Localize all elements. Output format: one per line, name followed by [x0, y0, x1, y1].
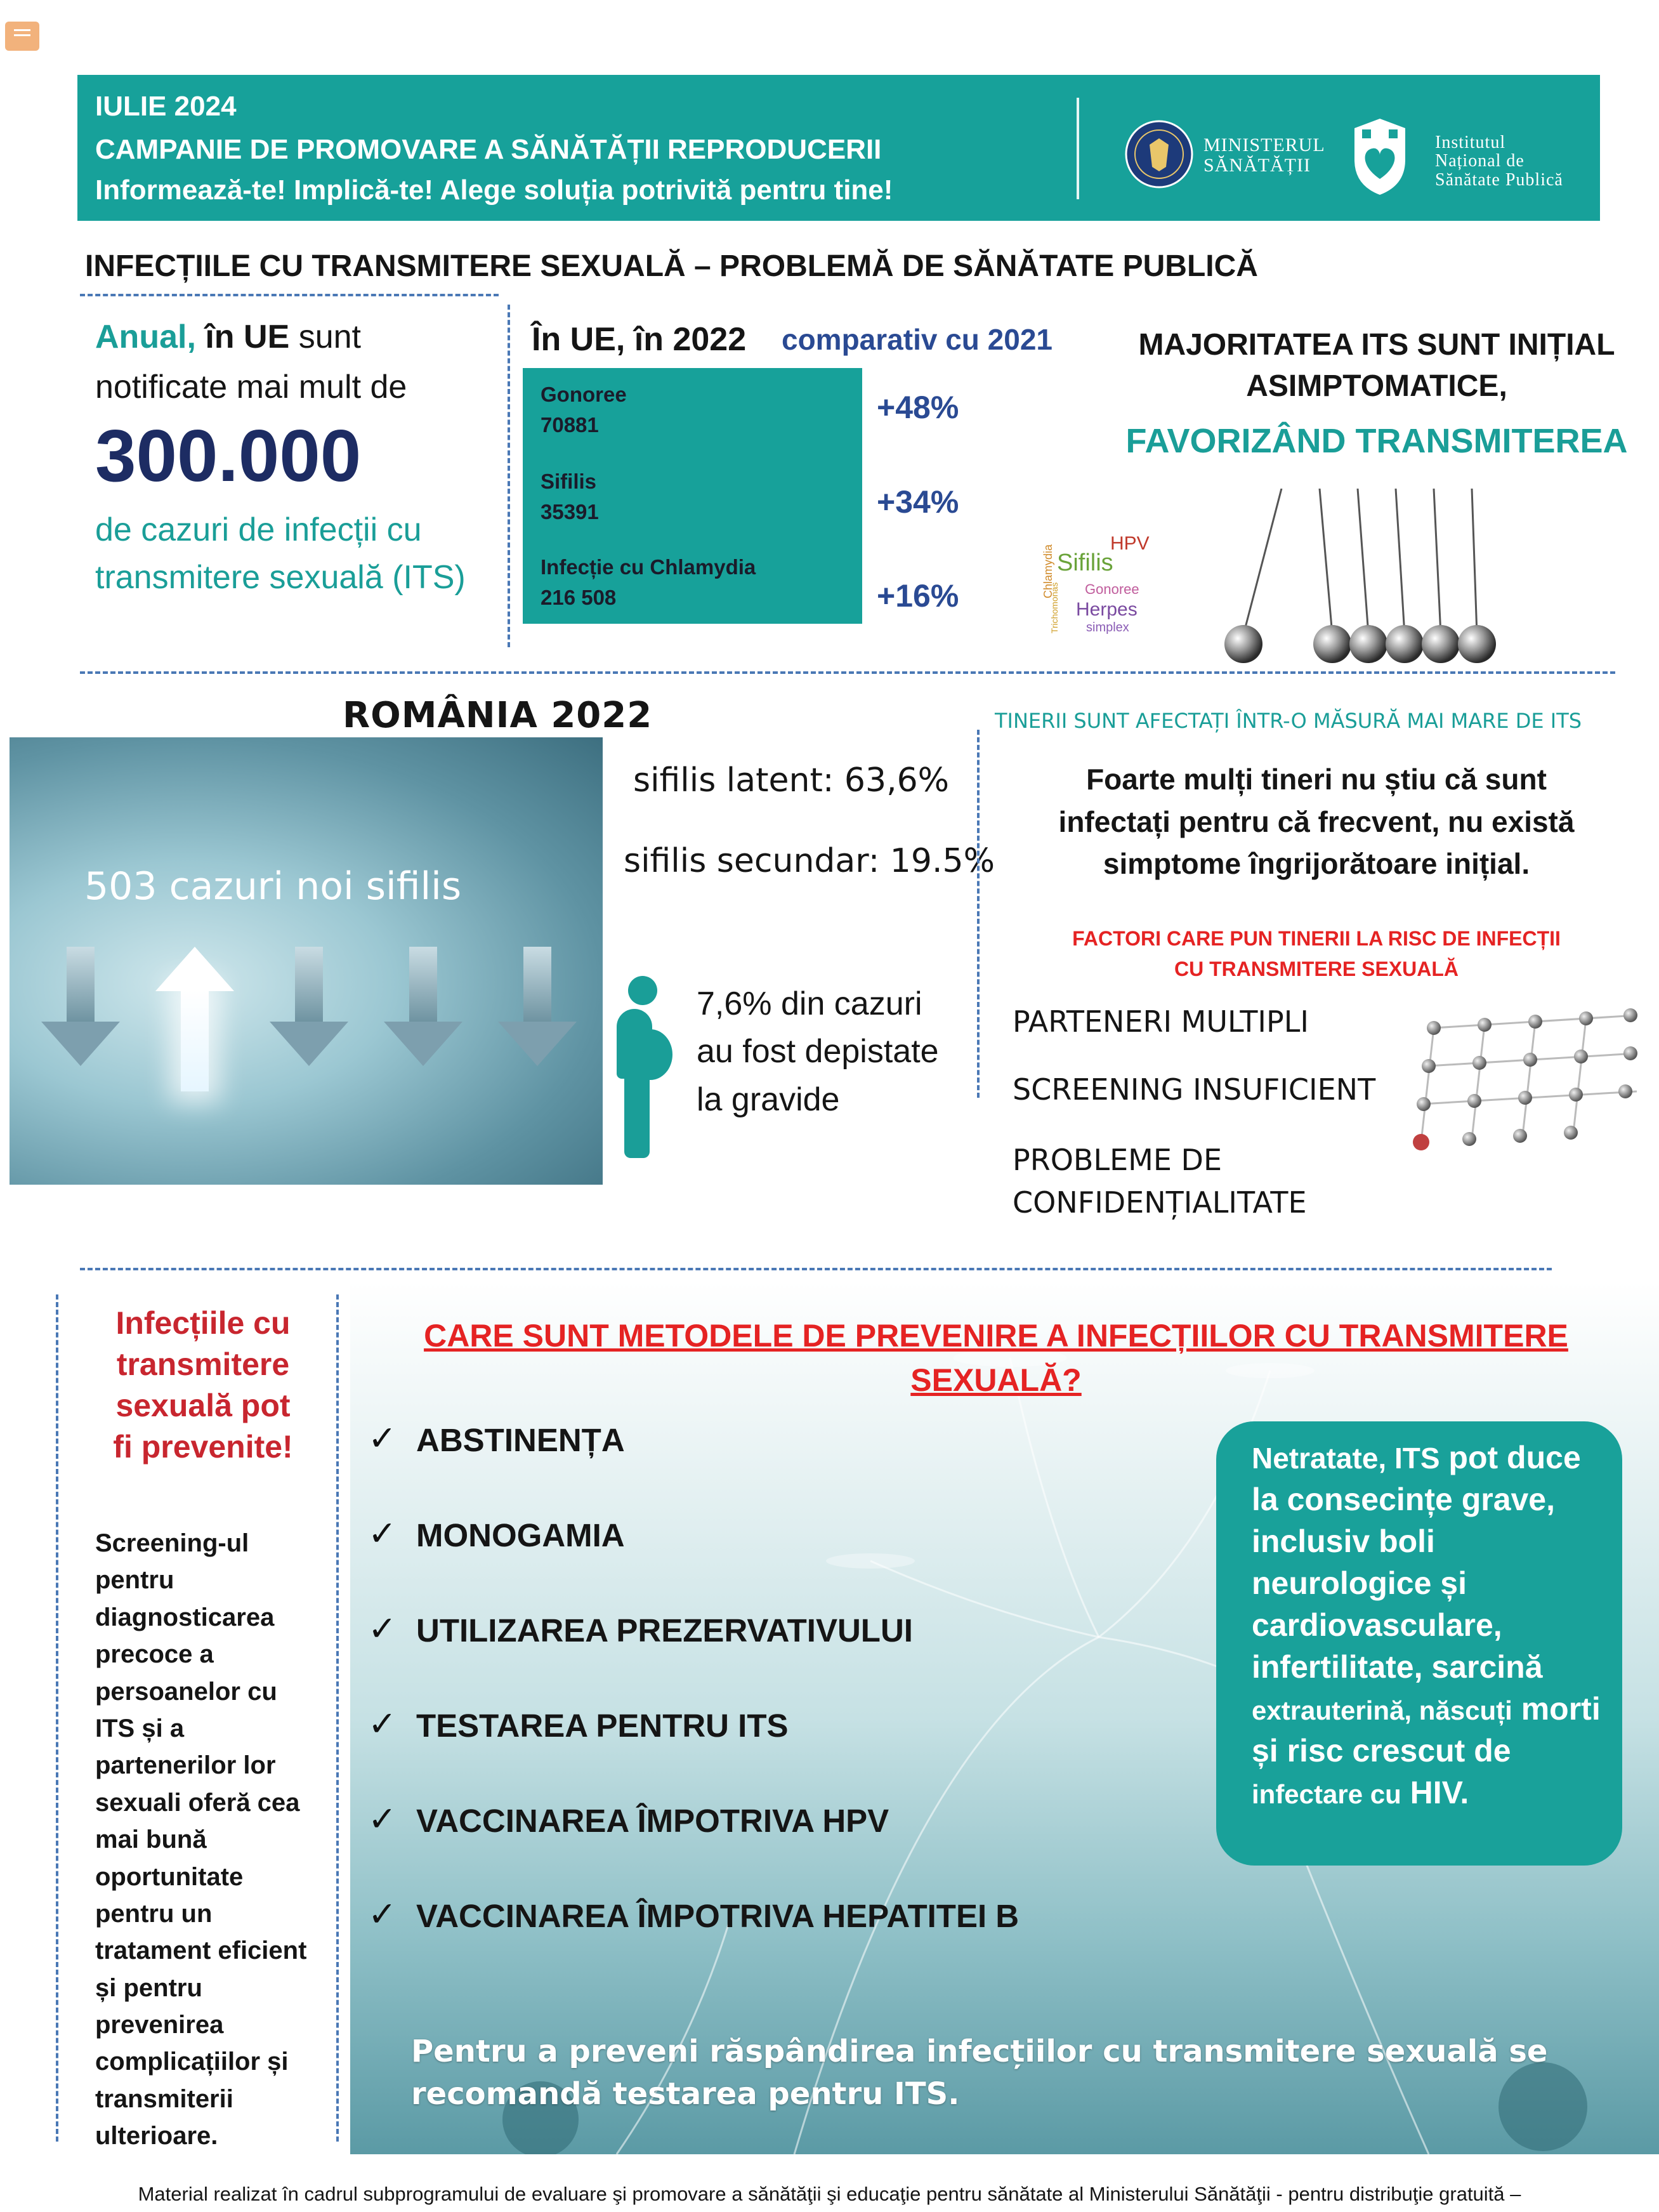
- header-date: IULIE 2024: [95, 91, 237, 122]
- eu-row-chlamydia-name: Infecție cu Chlamydia: [541, 555, 756, 579]
- header-banner: [77, 75, 1600, 221]
- recommendation-line1: Pentru a preveni răspândirea infecțiilor cu transmitere sexuală se: [411, 2034, 1548, 2069]
- romania-latent: sifilis latent: 63,6%: [633, 761, 950, 800]
- wordcloud-chlamydia: Chlamydia: [1042, 544, 1055, 599]
- callout-p2: ITS: [1394, 1442, 1440, 1475]
- left-red-line1: Infecțiile cu: [115, 1305, 291, 1341]
- eu-row-gonoree-value: 70881: [541, 412, 599, 437]
- institute-shield-icon: [1348, 115, 1412, 198]
- eu-row-sifilis: [541, 466, 599, 527]
- wordcloud-gonoree: Gonoree: [1085, 581, 1139, 597]
- method-5: VACCINAREA ÎMPOTRIVA HPV: [416, 1803, 889, 1839]
- method-4: TESTAREA PENTRU ITS: [416, 1708, 789, 1744]
- eu-row-chlamydia: [541, 552, 756, 613]
- annual-line4: de cazuri de infecții cu: [95, 511, 422, 548]
- eu-row-chlamydia-value: 216 508: [541, 585, 617, 609]
- callout-p6: infectare cu: [1252, 1779, 1401, 1809]
- asymptomatic-text: [1110, 325, 1643, 407]
- eu-row-sifilis-value: 35391: [541, 499, 599, 523]
- annual-line1: [95, 320, 361, 353]
- comment-icon[interactable]: [5, 22, 39, 51]
- divider-left-inner: [336, 1294, 339, 2142]
- wordcloud-trichomonas: Trichomonas: [1049, 582, 1060, 634]
- youth-factor-3b: CONFIDENȚIALITATE: [1013, 1185, 1307, 1220]
- eu-row-sifilis-name: Sifilis: [541, 470, 597, 493]
- eu-change-chlamydia: +16%: [877, 578, 959, 614]
- method-3: UTILIZAREA PREZERVATIVULUI: [416, 1612, 913, 1649]
- wordcloud-simplex: simplex: [1086, 621, 1129, 635]
- divider-vertical-1: [508, 305, 510, 647]
- method-1: ABSTINENȚA: [416, 1422, 625, 1458]
- left-red-line3: sexuală pot: [115, 1388, 291, 1423]
- ministry-logo-text: [1203, 135, 1325, 175]
- asymptomatic-line2: ASIMPTOMATICE,: [1246, 369, 1507, 403]
- callout-p3: pot duce la consecințe grave, inclusiv boli neurologice și cardiovasculare, infertilitate, sarcină: [1252, 1440, 1581, 1685]
- check-icon: ✓: [368, 1705, 397, 1743]
- recommendation-line2: recomandă testarea pentru ITS.: [411, 2076, 960, 2112]
- callout-p5: morti și risc crescut de: [1252, 1691, 1601, 1768]
- method-2: MONOGAMIA: [416, 1517, 625, 1553]
- youth-text-line3: simptome îngrijorătoare inițial.: [1103, 847, 1530, 881]
- annual-word2: în UE: [195, 319, 290, 355]
- divider-under-title: [80, 294, 499, 296]
- annual-word1: Anual,: [95, 319, 196, 355]
- header-divider: [1077, 98, 1079, 199]
- annual-line5: transmitere sexuală (ITS): [95, 559, 466, 596]
- consequences-callout: [1216, 1421, 1622, 1866]
- youth-text-line1: Foarte mulți tineri nu știu că sunt: [1086, 763, 1547, 796]
- wordcloud-herpes: Herpes: [1076, 599, 1138, 620]
- sti-wordcloud: [1034, 527, 1161, 641]
- eu-row-gonoree: [541, 379, 627, 440]
- check-icon: ✓: [368, 1895, 397, 1933]
- divider-section-3: [80, 1268, 1552, 1270]
- romania-new-cases: 503 cazuri noi sifilis: [84, 864, 462, 909]
- romania-pregnant-text: [697, 980, 939, 1124]
- youth-risk-heading: [990, 923, 1643, 984]
- header-campaign: CAMPANIE DE PROMOVARE A SĂNĂTĂȚII REPRODUCERII: [95, 134, 882, 165]
- check-icon: ✓: [368, 1800, 397, 1838]
- youth-risk-line2: CU TRANSMITERE SEXUALĂ: [1174, 958, 1459, 980]
- romania-pregnant-line2: au fost depistate: [697, 1033, 939, 1070]
- callout-text: [1252, 1437, 1607, 1814]
- institute-logo-line1: Institutul: [1435, 133, 1506, 152]
- eu-compare: comparativ cu 2021: [782, 323, 1053, 356]
- asymptomatic-line3: FAVORIZÂND TRANSMITEREA: [1125, 422, 1628, 460]
- annual-word3: sunt: [289, 319, 361, 355]
- main-title: INFECȚIILE CU TRANSMITERE SEXUALĂ – PROBLEMĂ DE SĂNĂTATE PUBLICĂ: [85, 249, 1258, 283]
- youth-text: [990, 758, 1643, 885]
- pendulum-icon: [1205, 489, 1510, 666]
- eu-change-gonoree: +48%: [877, 390, 959, 425]
- callout-p7: HIV.: [1401, 1775, 1469, 1810]
- left-red-line4: fi prevenite!: [113, 1429, 293, 1465]
- divider-vertical-2: [977, 730, 980, 1098]
- callout-p1: Netratate,: [1252, 1442, 1394, 1475]
- pregnant-woman-icon: [603, 971, 672, 1168]
- prevention-title: [355, 1313, 1637, 1402]
- left-red-line2: transmitere: [116, 1346, 290, 1382]
- ministry-logo-line2: SĂNĂTĂȚII: [1203, 154, 1311, 176]
- method-6: VACCINAREA ÎMPOTRIVA HEPATITEI B: [416, 1898, 1020, 1934]
- header-notch: [1117, 71, 1600, 75]
- arrows-photo: [10, 737, 603, 1185]
- romania-pregnant-line1: 7,6% din cazuri: [697, 985, 922, 1022]
- youth-factor-1: PARTENERI MULTIPLI: [1013, 1004, 1309, 1039]
- romania-pregnant-line3: la gravide: [697, 1081, 840, 1118]
- callout-p4: extrauterină, născuți: [1252, 1695, 1512, 1725]
- left-screening-text: Screening-ul pentru diagnosticarea precoce a persoanelor cu ITS și a partenerilor lor sexuali oferă cea mai bună oportunitate pentru un tratament eficient și pentru prevenirea complicațiilor și transmiterii ulterioare.: [95, 1529, 307, 2150]
- youth-factor-3: [1013, 1139, 1307, 1223]
- prevention-title-line1: CARE SUNT METODELE DE PREVENIRE A INFECȚIILOR CU TRANSMITERE: [424, 1318, 1568, 1353]
- wordcloud-sifilis: Sifilis: [1057, 550, 1113, 576]
- prevention-title-line2: SEXUALĂ?: [910, 1362, 1082, 1398]
- wordcloud-hpv: HPV: [1110, 533, 1150, 554]
- left-red-heading: [89, 1303, 317, 1468]
- youth-text-line2: infectați pentru că frecvent, nu există: [1058, 805, 1575, 838]
- romania-title: ROMÂNIA 2022: [343, 695, 653, 736]
- youth-heading: TINERII SUNT AFECTAȚI ÎNTR-O MĂSURĂ MAI MARE DE ITS: [995, 709, 1582, 733]
- header-slogan: Informează-te! Implică-te! Alege soluția potrivită pentru tine!: [95, 174, 893, 206]
- youth-factor-2: SCREENING INSUFICIENT: [1013, 1072, 1376, 1107]
- recommendation-text: [411, 2031, 1547, 2116]
- eu-table: [523, 368, 862, 624]
- check-icon: ✓: [368, 1610, 397, 1648]
- footer-note: Material realizat în cadrul subprogramului de evaluare şi promovare a sănătăţii şi educaţie pentru sănătate al Ministerului Sănătăţii - pentru distribuţie gratuită –: [138, 2183, 1521, 2205]
- eu-row-gonoree-name: Gonoree: [541, 383, 627, 406]
- institute-logo-line2: Național de: [1435, 151, 1525, 171]
- molecule-grid-icon: [1396, 990, 1649, 1174]
- institute-logo-text: [1435, 133, 1563, 189]
- institute-logo-line3: Sănătate Publică: [1435, 169, 1563, 190]
- annual-line2: notificate mai mult de: [95, 369, 407, 405]
- eu-change-sifilis: +34%: [877, 484, 959, 520]
- check-icon: ✓: [368, 1419, 397, 1458]
- divider-section-2: [80, 671, 1615, 674]
- asymptomatic-line1: MAJORITATEA ITS SUNT INIȚIAL: [1138, 328, 1615, 362]
- divider-left-outer: [56, 1294, 58, 2142]
- check-icon: ✓: [368, 1515, 397, 1553]
- ministry-logo-line1: MINISTERUL: [1203, 135, 1325, 155]
- youth-factor-3a: PROBLEME DE: [1013, 1143, 1223, 1177]
- eu-title: În UE, în 2022: [532, 321, 747, 358]
- annual-number: 300.000: [95, 414, 362, 497]
- youth-risk-line1: FACTORI CARE PUN TINERII LA RISC DE INFECȚII: [1072, 927, 1561, 950]
- romania-secondary: sifilis secundar: 19.5%: [624, 842, 995, 880]
- government-seal-icon: [1124, 119, 1194, 189]
